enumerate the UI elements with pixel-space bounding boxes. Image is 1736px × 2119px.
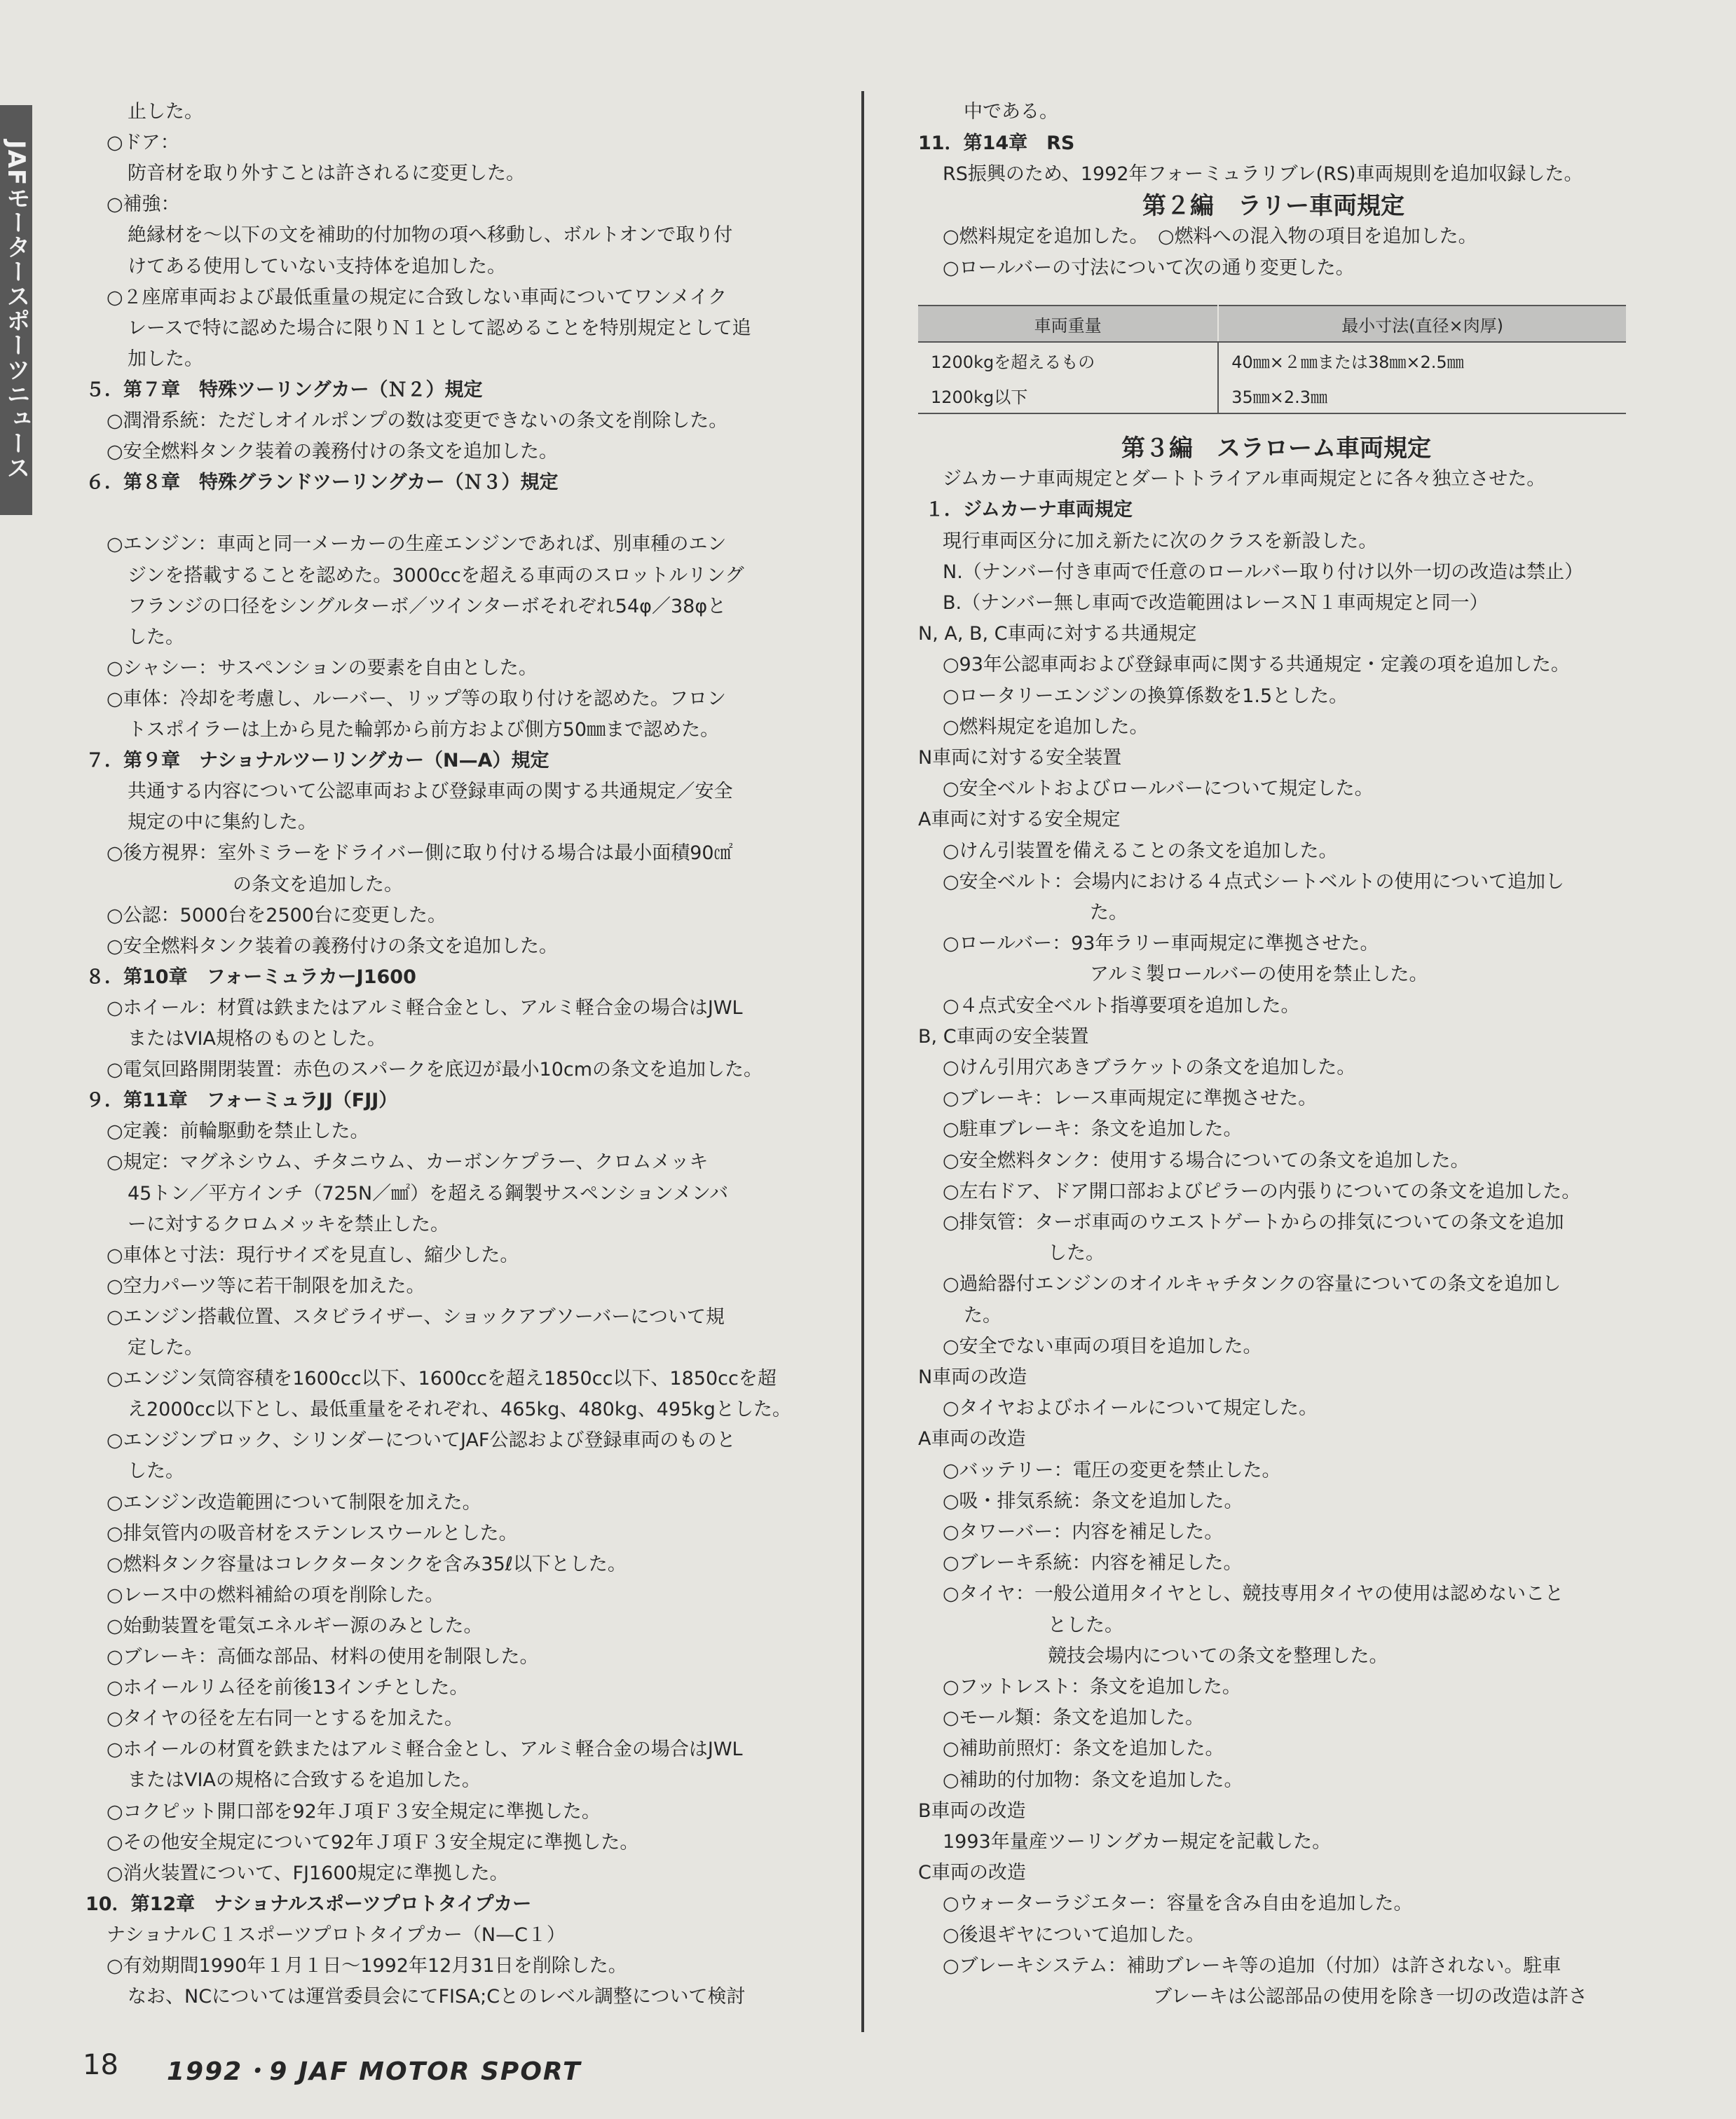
table-cell-weight: 1200kg以下 [918, 378, 1218, 413]
section-heading: 第３編 スラローム車両規定 [1121, 434, 1431, 462]
text-line: ○ブレーキ系統：内容を補足した。 [943, 1552, 1243, 1575]
table-cell-weight: 1200kgを超えるもの [918, 342, 1218, 378]
magazine-title: 1992・9 JAF MOTOR SPORT [167, 2057, 582, 2086]
text-line: ○ホイール：材質は鉄またはアルミ軽合金とし、アルミ軽合金の場合はJWL [107, 996, 743, 1019]
text-line: ○燃料タンク容量はコレクタータンクを含み35ℓ以下とした。 [107, 1553, 627, 1575]
chapter-heading: 10．第12章 ナショナルスポーツプロトタイプカー [86, 1893, 532, 1915]
chapter-heading: ５．第７章 特殊ツーリングカー（Ｎ２）規定 [86, 378, 483, 401]
table-cell-size: 40㎜×２㎜または38㎜×2.5㎜ [1231, 352, 1464, 372]
text-line: ○モール類：条文を追加した。 [943, 1707, 1204, 1729]
text-line: ○エンジン気筒容積を1600cc以下、1600ccを超え1850cc以下、1850ccを超 [107, 1368, 777, 1390]
text-line: ○エンジンブロック、シリンダーについてJAF公認および登録車両のものと [107, 1429, 736, 1452]
text-line: ○ブレーキ：レース車両規定に準拠させた。 [943, 1088, 1318, 1110]
text-line: アルミ製ロールバーの使用を禁止した。 [1090, 964, 1428, 986]
text-line: 止した。 [128, 101, 203, 123]
text-line: N, A, B, C車両に対する共通規定 [918, 623, 1197, 645]
text-line: 45トン／平方インチ（725N／㎟）を超える鋼製サスペンションメンバ [128, 1182, 729, 1205]
text-line: B.（ナンバー無し車両で改造範囲はレースＮ１車両規定と同一） [943, 592, 1489, 614]
text-line: とした。 [1048, 1614, 1123, 1636]
text-line: ○公認：5000台を2500台に変更した。 [107, 904, 446, 926]
text-line: ○燃料規定を追加した。 ○燃料への混入物の項目を追加した。 [943, 226, 1477, 247]
text-line: ーに対するクロムメッキを禁止した。 [128, 1213, 449, 1235]
text-line: ○有効期間1990年１月１日〜1992年12月31日を削除した。 [107, 1955, 627, 1977]
text-line: ○電気回路開閉装置：赤色のスパークを底辺が最小10cmの条文を追加した。 [107, 1059, 763, 1081]
text-line: またはVIA規格のものとした。 [128, 1028, 386, 1050]
text-line: ○潤滑系統：ただしオイルポンプの数は変更できないの条文を削除した。 [107, 410, 728, 432]
table-row [918, 378, 1626, 413]
text-line: した。 [128, 626, 184, 648]
chapter-heading: ９．第11章 フォーミュラJJ（FJJ） [86, 1090, 398, 1112]
text-line: ○駐車ブレーキ：条文を追加した。 [943, 1118, 1243, 1141]
text-line: した。 [128, 1460, 184, 1483]
text-line: ジンを搭載することを認めた。3000ccを超える車両のスロットルリング [128, 564, 744, 587]
text-line: 1993年量産ツーリングカー規定を記載した。 [943, 1831, 1332, 1853]
text-line: ○ウォーターラジエター：容量を含み自由を追加した。 [943, 1893, 1413, 1915]
text-line: ○吸・排気系統：条文を追加した。 [943, 1490, 1243, 1512]
text-line: ○コクピット開口部を92年Ｊ項Ｆ３安全規定に準拠した。 [107, 1800, 601, 1823]
chapter-heading: ８．第10章 フォーミュラカーJ1600 [86, 966, 416, 988]
text-line: ○車体と寸法：現行サイズを見直し、縮少した。 [107, 1244, 519, 1266]
text-line: ○過給器付エンジンのオイルキャチタンクの容量についての条文を追加し [943, 1273, 1561, 1296]
section-side-tab: JAFモータースポーツニュース [0, 105, 32, 515]
text-line: ○空力パーツ等に若干制限を加えた。 [107, 1275, 425, 1297]
chapter-heading: ６．第８章 特殊グランドツーリングカー（Ｎ３）規定 [86, 472, 559, 494]
table-header-row [918, 306, 1626, 342]
text-line: またはVIAの規格に合致するを追加した。 [128, 1769, 481, 1792]
text-line: ブレーキは公認部品の使用を除き一切の改造は許さ [1153, 1986, 1587, 2008]
text-line: N車両の改造 [918, 1366, 1027, 1388]
text-line: ○レース中の燃料補給の項を削除した。 [107, 1584, 444, 1606]
chapter-heading: １．ジムカーナ車両規定 [925, 499, 1133, 521]
text-line: ○タイヤの径を左右同一とするを加えた。 [107, 1708, 464, 1730]
text-line: 防音材を取り外すことは許されるに変更した。 [128, 163, 525, 185]
text-line: ○エンジン改造範囲について制限を加えた。 [107, 1491, 481, 1514]
text-line: レースで特に認めた場合に限りＮ１として認めることを特別規定として追 [128, 317, 751, 339]
text-line: ○後方視界：室外ミラーをドライバー側に取り付ける場合は最小面積90㎠ [107, 842, 733, 865]
text-line: ○車体：冷却を考慮し、ルーバー、リップ等の取り付けを認めた。フロン [107, 687, 727, 710]
text-line: 定した。 [128, 1337, 203, 1359]
text-line: ○左右ドア、ドア開口部およびピラーの内張りについての条文を追加した。 [943, 1180, 1581, 1202]
text-line: ○タワーバー：内容を補足した。 [943, 1521, 1224, 1543]
text-line: ○規定：マグネシウム、チタニウム、カーボンケプラー、クロムメッキ [107, 1151, 709, 1174]
text-line: ○後退ギヤについて追加した。 [943, 1923, 1205, 1946]
text-line: 絶縁材を〜以下の文を補助的付加物の項へ移動し、ボルトオンで取り付 [128, 224, 733, 247]
text-line: 中である。 [964, 101, 1058, 123]
text-line: ○ブレーキシステム：補助ブレーキ等の追加（付加）は許されない。駐車 [943, 1954, 1561, 1977]
text-line: 規定の中に集約した。 [128, 811, 317, 834]
text-line: B車両の改造 [918, 1799, 1026, 1822]
section-heading: 第２編 ラリー車両規定 [1142, 191, 1404, 220]
text-line: ○ドア： [107, 132, 179, 154]
text-line: ○燃料規定を追加した。 [943, 715, 1149, 738]
text-line: ○安全でない車両の項目を追加した。 [943, 1335, 1262, 1357]
text-line: ○ロータリーエンジンの換算係数を1.5とした。 [943, 685, 1348, 707]
text-line: え2000cc以下とし、最低重量をそれぞれ、465kg、480kg、495kgとした。 [128, 1399, 791, 1421]
text-line: した。 [1048, 1242, 1105, 1265]
text-line: ○タイヤおよびホイールについて規定した。 [943, 1397, 1318, 1420]
column-divider [861, 91, 864, 2032]
text-line: 現行車両区分に加え新たに次のクラスを新設した。 [943, 530, 1378, 552]
text-line: ○定義：前輪駆動を禁止した。 [107, 1120, 369, 1143]
text-line: ○４点式安全ベルト指導要項を追加した。 [943, 994, 1300, 1017]
text-line: RS振興のため、1992年フォーミュラリブレ(RS)車両規則を追加収録した。 [943, 163, 1583, 185]
text-line: ○補助的付加物：条文を追加した。 [943, 1769, 1243, 1791]
text-line: ○排気管内の吸音材をステンレスウールとした。 [107, 1522, 518, 1544]
text-line: 共通する内容について公認車両および登録車両の関する共通規定／安全 [128, 781, 733, 803]
text-line: ○安全燃料タンク：使用する場合についての条文を追加した。 [943, 1149, 1470, 1172]
text-line: ○バッテリー：電圧の変更を禁止した。 [943, 1459, 1281, 1481]
table-cell-size: 35㎜×2.3㎜ [1218, 378, 1626, 413]
rollbar-spec-table [918, 305, 1626, 414]
text-line: ○シャシー：サスペンションの要素を自由とした。 [107, 657, 538, 679]
text-line: ○ホイールリム径を前後13インチとした。 [107, 1677, 469, 1699]
text-line: 加した。 [128, 348, 203, 370]
text-line: C車両の改造 [918, 1862, 1026, 1884]
text-line: ○補助前照灯：条文を追加した。 [943, 1738, 1224, 1760]
text-line: ○排気管：ターボ車両のウエストゲートからの排気についての条文を追加 [943, 1212, 1564, 1233]
text-line: ○２座席車両および最低重量の規定に合致しない車両についてワンメイク [107, 286, 727, 308]
text-line: ○その他安全規定について92年Ｊ項Ｆ３安全規定に準拠した。 [107, 1831, 639, 1853]
text-line: ○安全ベルトおよびロールバーについて規定した。 [943, 778, 1374, 800]
text-line: ○けん引装置を備えることの条文を追加した。 [943, 839, 1338, 862]
text-line: N車両に対する安全装置 [918, 747, 1122, 769]
text-line: ○けん引用穴あきブラケットの条文を追加した。 [943, 1057, 1356, 1078]
text-line: ○ブレーキ：高価な部品、材料の使用を制限した。 [107, 1646, 539, 1668]
chapter-heading: 11．第14章 RS [918, 132, 1075, 154]
table-header-size: 最小寸法(直径×肉厚) [1218, 306, 1626, 342]
text-line: N.（ナンバー付き車両で任意のロールバー取り付け以外一切の改造は禁止） [943, 561, 1584, 583]
text-line: ジムカーナ車両規定とダートトライアル車両規定とに各々独立させた。 [943, 468, 1546, 491]
text-line: ○安全ベルト：会場内における４点式シートベルトの使用について追加し [943, 870, 1565, 893]
text-line: けてある使用していない支持体を追加した。 [128, 255, 506, 277]
table-header-weight: 車両重量 [918, 306, 1218, 342]
chapter-heading: ７．第９章 ナショナルツーリングカー（N—A）規定 [86, 750, 549, 772]
text-line: ○安全燃料タンク装着の義務付けの条文を追加した。 [107, 441, 559, 463]
text-line: ○補強： [107, 193, 180, 216]
text-line: ナショナルＣ１スポーツプロトタイプカー（N—C１） [107, 1923, 566, 1946]
text-line: ○ホイールの材質を鉄またはアルミ軽合金とし、アルミ軽合金の場合はJWL [107, 1739, 743, 1761]
text-line: の条文を追加した。 [233, 873, 403, 896]
text-line: た。 [964, 1304, 1002, 1326]
text-line: ○93年公認車両および登録車両に関する共通規定・定義の項を追加した。 [943, 654, 1570, 676]
text-line: ○始動装置を電気エネルギー源のみとした。 [107, 1614, 483, 1637]
text-line: フランジの口径をシングルターボ／ツインターボそれぞれ54φ／38φと [128, 595, 727, 617]
table-row [918, 342, 1626, 378]
text-line: B, C車両の安全装置 [918, 1025, 1089, 1048]
text-line: ○エンジン搭載位置、スタビライザー、ショックアブソーバーについて規 [107, 1305, 725, 1328]
text-line: ○安全燃料タンク装着の義務付けの条文を追加した。 [107, 935, 559, 957]
text-line: なお、NCについては運営委員会にてFISA;Cとのレベル調整について検討 [128, 1986, 746, 2008]
text-line: ○ロールバーの寸法について次の通り変更した。 [943, 256, 1355, 279]
text-line: た。 [1090, 902, 1128, 924]
page-number: 18 [83, 2049, 118, 2081]
text-line: ○タイヤ：一般公道用タイヤとし、競技専用タイヤの使用は認めないこと [943, 1583, 1564, 1605]
text-line: ○ロールバー：93年ラリー車両規定に準拠させた。 [943, 933, 1379, 955]
text-line: トスポイラーは上から見た輪郭から前方および側方50㎜まで認めた。 [128, 719, 720, 741]
text-line: A車両の改造 [918, 1428, 1026, 1451]
text-line: ○エンジン：車両と同一メーカーの生産エンジンであれば、別車種のエン [107, 533, 727, 556]
text-line: ○フットレスト：条文を追加した。 [943, 1676, 1241, 1698]
text-line: 競技会場内についての条文を整理した。 [1048, 1645, 1388, 1667]
text-line: ○消火装置について、FJ1600規定に準拠した。 [107, 1862, 509, 1884]
text-line: A車両に対する安全規定 [918, 809, 1121, 831]
